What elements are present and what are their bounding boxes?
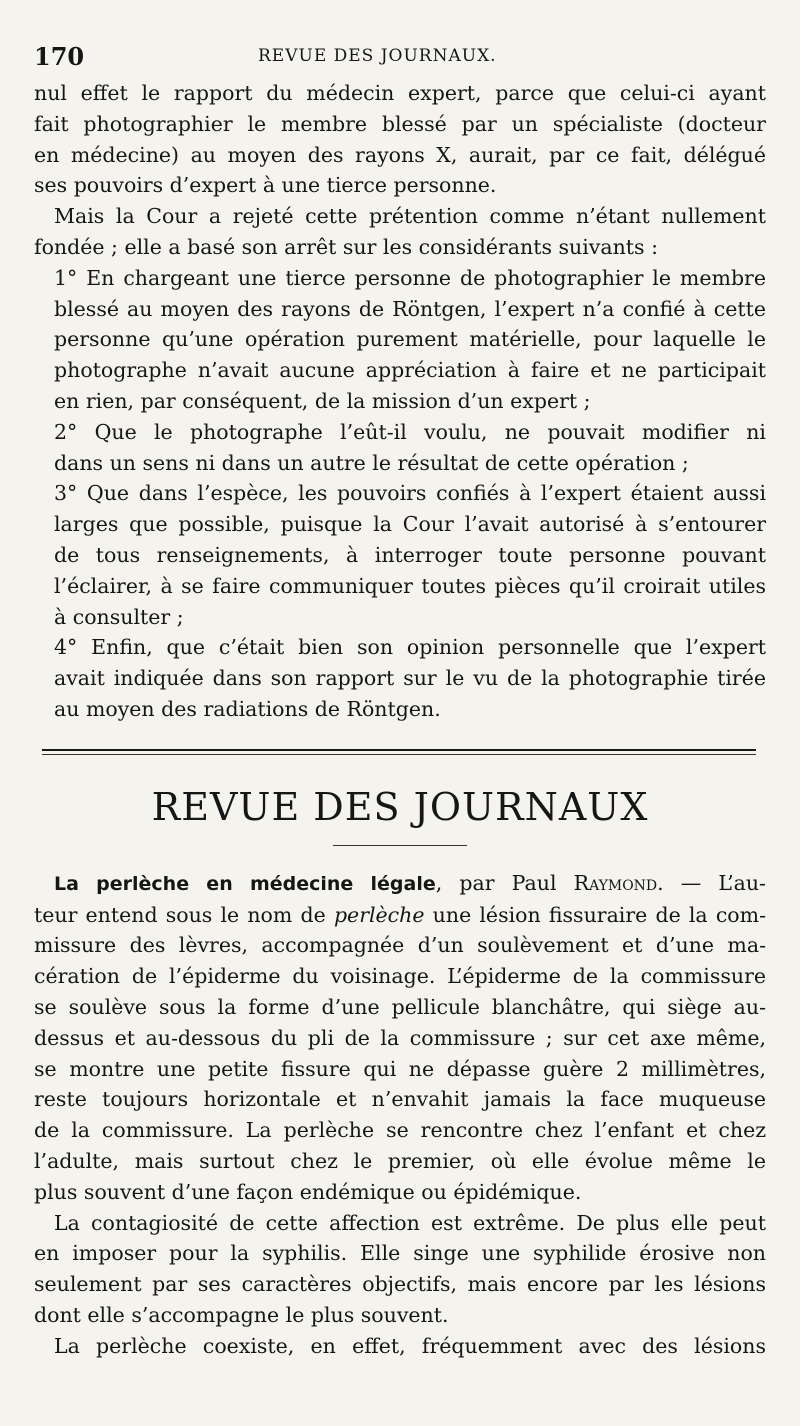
title-underline bbox=[333, 845, 467, 846]
text-line bbox=[34, 900, 766, 931]
text-line: au moyen des radiations de Röntgen. bbox=[54, 696, 441, 721]
paragraph bbox=[34, 1331, 766, 1362]
line-part: teur entend sous le nom de bbox=[34, 902, 334, 927]
text-line: fait photographier le membre blessé par un spécialiste (docteur bbox=[34, 111, 766, 136]
text-line: 2° Que le photographe l’eût-il voulu, ne pouvait modifier ni bbox=[54, 419, 766, 444]
text-line: dessus et au-dessous du pli de la commissure ; sur cet axe même, bbox=[34, 1025, 766, 1050]
running-head bbox=[34, 42, 766, 78]
text-line: Mais la Cour a rejeté cette prétention comme n’étant nullement bbox=[54, 204, 766, 229]
paragraph bbox=[34, 632, 766, 724]
paragraph bbox=[34, 201, 766, 263]
running-title: REVUE DES JOURNAUX. bbox=[258, 46, 497, 66]
term-perleche: perlèche bbox=[333, 902, 425, 927]
text-line: à consulter ; bbox=[54, 604, 184, 629]
text-line: blessé au moyen des rayons de Röntgen, l’expert n’a confié à cette bbox=[54, 296, 766, 321]
text-line: l’éclairer, à se faire communiquer toutes pièces qu’il croirait utiles bbox=[54, 573, 766, 598]
text-line: se soulève sous la forme d’une pellicule blanchâtre, qui siège au- bbox=[34, 994, 766, 1019]
text-line: 1° En chargeant une tierce personne de photographier le membre bbox=[54, 265, 766, 290]
text-line: fondée ; elle a basé son arrêt sur les considérants suivants : bbox=[34, 234, 658, 259]
text-line: cération de l’épiderme du voisinage. L’épiderme de la commissure bbox=[34, 964, 766, 989]
text-line: ses pouvoirs d’expert à une tierce personne. bbox=[34, 173, 497, 198]
divider-thin bbox=[42, 754, 756, 755]
section-divider bbox=[42, 749, 756, 755]
text-line: en imposer pour la syphilis. Elle singe une syphilide érosive non bbox=[34, 1241, 766, 1266]
text-line: l’adulte, mais surtout chez le premier, où elle évolue même le bbox=[34, 1148, 766, 1173]
text-line: 4° Enfin, que c’était bien son opinion personnelle que l’expert bbox=[54, 635, 766, 660]
text-line: en rien, par conséquent, de la mission d’un expert ; bbox=[54, 388, 591, 413]
text-line: avait indiquée dans son rapport sur le vu de la photographie tirée bbox=[54, 666, 766, 691]
text-line: reste toujours horizontale et n’envahit jamais la face muqueuse bbox=[34, 1087, 766, 1112]
text-line: seulement par ses caractères objectifs, mais encore par les lésions bbox=[34, 1272, 766, 1297]
article bbox=[34, 868, 766, 1362]
article-title: La perlèche en médecine légale bbox=[54, 872, 436, 895]
divider-thick bbox=[42, 749, 756, 751]
text-line: La contagiosité de cette affection est extrême. De plus elle peut bbox=[54, 1210, 766, 1235]
text-line: dans un sens ni dans un autre le résultat de cette opération ; bbox=[54, 450, 689, 475]
text-line: larges que possible, puisque la Cour l’avait autorisé à s’entourer bbox=[54, 512, 766, 537]
text-line: en médecine) au moyen des rayons X, aurait, par ce fait, délégué bbox=[34, 142, 766, 167]
text-line: nul effet le rapport du médecin expert, parce que celui-ci ayant bbox=[34, 81, 766, 105]
continuation-text bbox=[34, 78, 766, 725]
text-line: personne qu’une opération purement matérielle, pour laquelle le bbox=[54, 327, 766, 352]
paragraph bbox=[34, 478, 766, 632]
line-part: une lésion fissuraire de la com- bbox=[424, 902, 767, 927]
text-line: photographe n’avait aucune appréciation à faire et ne participait bbox=[54, 358, 766, 383]
author-prefix: , par Paul bbox=[435, 870, 574, 895]
paragraph bbox=[34, 417, 766, 479]
text-line: dont elle s’accompagne le plus souvent. bbox=[34, 1302, 449, 1327]
page-number: 170 bbox=[34, 42, 85, 71]
author-surname: Raymond bbox=[573, 870, 658, 895]
text-line: missure des lèvres, accompagnée d’un soulèvement et d’une ma- bbox=[34, 933, 766, 958]
text-line: de la commissure. La perlèche se rencontre chez l’enfant et chez bbox=[34, 1118, 766, 1143]
text-line: 3° Que dans l’espèce, les pouvoirs confiés à l’expert étaient aussi bbox=[54, 481, 766, 506]
paragraph bbox=[34, 78, 766, 201]
paragraph bbox=[34, 868, 766, 1208]
text-line: de tous renseignements, à interroger toute personne pouvant bbox=[54, 542, 766, 567]
paragraph bbox=[34, 1208, 766, 1331]
section-title: REVUE DES JOURNAUX bbox=[151, 784, 649, 829]
text-line: se montre une petite fissure qui ne dépasse guère 2 millimètres, bbox=[34, 1056, 766, 1081]
first-line-rest: . — L’au- bbox=[657, 870, 766, 895]
paragraph bbox=[34, 263, 766, 417]
text-line: La perlèche coexiste, en effet, fréquemment avec des lésions bbox=[54, 1333, 766, 1358]
text-line bbox=[34, 868, 766, 900]
text-line: plus souvent d’une façon endémique ou épidémique. bbox=[34, 1179, 582, 1204]
